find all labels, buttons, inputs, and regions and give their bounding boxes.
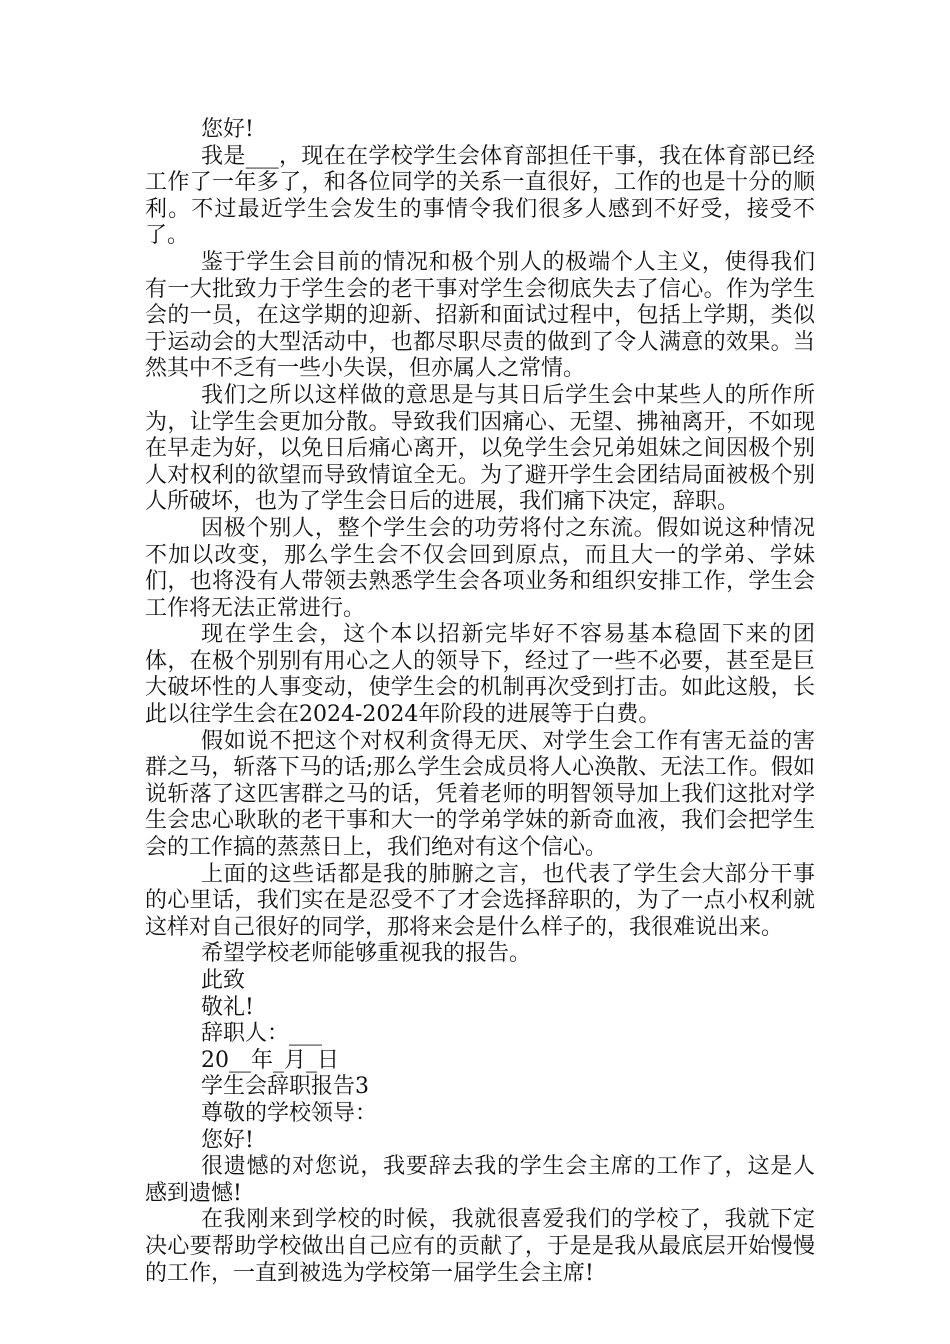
salutation-cizhi: 此致 <box>201 968 246 993</box>
paragraph-reason: 我们之所以这样做的意思是与其日后学生会中某些人的所作所为，让学生会更加分散。导致我们因痛心、无望、拂袖离开，不如现在早走为好，以免日后痛心离开，以免学生会兄弟姐妹之间因极个别人对权利的欲望而导致情谊全无。为了避开学生会团结局面被极个别人所破坏，也为了学生会日后的进展，我们痛下决定，辞职。 <box>145 382 815 515</box>
salutation-jingli: 敬礼! <box>201 994 254 1020</box>
letter3-addressee: 尊敬的学校领导： <box>201 1100 378 1126</box>
letter3-greeting: 您好! <box>201 1127 254 1153</box>
paragraph-consequence: 因极个别人，整个学生会的功劳将付之东流。假如说这种情况不加以改变，那么学生会不仅会回到原点，而且大一的学弟、学妹们，也将没有人带领去熟悉学生会各项业务和组织安排工作，学生会工作将无法正常进行。 <box>145 515 815 621</box>
paragraph-intro: 我是___，现在在学校学生会体育部担任干事，我在体育部已经工作了一年多了，和各位同学的关系一直很好，工作的也是十分的顺利。不过最近学生会发生的事情令我们很多人感到不好受，接受不了。 <box>145 143 815 249</box>
signature-line: 辞职人：___ <box>201 1021 323 1047</box>
document-page <box>145 117 815 1287</box>
letter3-paragraph-regret: 很遗憾的对您说，我要辞去我的学生会主席的工作了，这是人感到遗憾! <box>145 1154 815 1206</box>
paragraph-proposal: 假如说不把这个对权利贪得无厌、对学生会工作有害无益的害群之马，斩落下马的话;那么学生会成员将人心涣散、无法工作。假如说斩落了这匹害群之马的话，凭着老师的明智领导加上我们这批对学生会忠心耿耿的老干事和大一的学弟学妹的新奇血液，我们会把学生会的工作搞的蒸蒸日上，我们绝对有这个信心。 <box>145 728 815 861</box>
paragraph-situation: 鉴于学生会目前的情况和极个别人的极端个人主义，使得我们有一大批致力于学生会的老干事对学生会彻底失去了信心。作为学生会的一员，在这学期的迎新、招新和面试过程中，包括上学期，类似于运动会的大型活动中，也都尽职尽责的做到了令人满意的效果。当然其中不乏有一些小失误，但亦属人之常情。 <box>145 249 815 382</box>
paragraph-conclusion: 上面的这些话都是我的肺腑之言，也代表了学生会大部分干事的心里话，我们实在是忍受不了才会选择辞职的，为了一点小权利就这样对自己很好的同学，那将来会是什么样子的，我很难说出来。 <box>145 861 815 940</box>
paragraph-current-state: 现在学生会，这个本以招新完毕好不容易基本稳固下来的团体，在极个别别有用心之人的领导下，经过了一些不必要，甚至是巨大破坏性的人事变动，使学生会的机制再次受到打击。如此这般，长此以往学生会在2024-2024年阶段的进展等于白费。 <box>145 622 815 728</box>
greeting: 您好! <box>201 117 254 142</box>
letter3-paragraph-history: 在我刚来到学校的时候，我就很喜爱我们的学校了，我就下定决心要帮助学校做出自己应有的贡献了，于是是我从最底层开始慢慢的工作，一直到被选为学校第一届学生会主席! <box>145 1207 815 1286</box>
section-title: 学生会辞职报告3 <box>201 1074 369 1100</box>
date-line: 20__年_月_日 <box>201 1047 339 1073</box>
closing-request: 希望学校老师能够重视我的报告。 <box>201 941 532 967</box>
